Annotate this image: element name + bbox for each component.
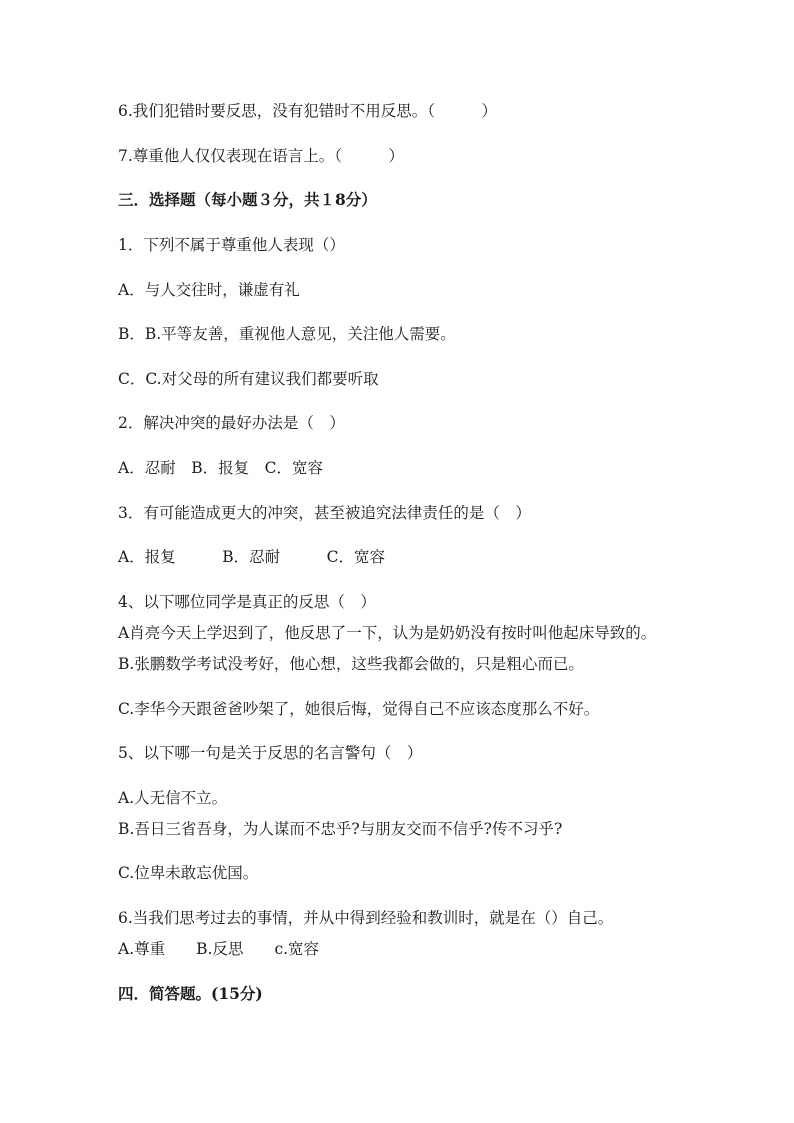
choice-question-5-stem: 5、以下哪一句是关于反思的名言警句（ ） (118, 744, 423, 762)
choice-question-6-stem: 6.当我们思考过去的事情，并从中得到经验和教训时，就是在（）自己。 (118, 909, 614, 927)
choice-question-4-option-a: A肖亮今天上学迟到了，他反思了一下，认为是奶奶没有按时叫他起床导致的。 (118, 624, 657, 642)
section-3-title: 三．选择题（每小题３分，共１8分） (118, 190, 377, 209)
choice-question-2-options: A．忍耐 B．报复 C．宽容 (118, 459, 323, 477)
choice-question-3-stem: 3．有可能造成更大的冲突，甚至被追究法律责任的是（ ） (118, 504, 531, 522)
choice-question-1-option-c: C．C.对父母的所有建议我们都要听取 (118, 370, 379, 388)
choice-question-6-options: A.尊重 B.反思 c.宽容 (118, 940, 320, 958)
choice-question-4-option-b: B.张鹏数学考试没考好，他心想，这些我都会做的，只是粗心而已。 (118, 655, 584, 673)
choice-question-2-stem: 2．解决冲突的最好办法是（ ） (118, 414, 345, 432)
choice-question-5-option-c: C.位卑未敢忘优国。 (118, 864, 259, 882)
choice-question-5-option-b: B.吾日三省吾身，为人谋而不忠乎?与朋友交而不信乎?传不习乎? (118, 820, 563, 838)
choice-question-4-stem: 4、以下哪位同学是真正的反思（ ） (118, 593, 376, 611)
section-4-title: 四．简答题。(15分) (118, 984, 263, 1003)
choice-question-1-option-a: A．与人交往时，谦虚有礼 (118, 281, 300, 299)
judgement-question-7: 7.尊重他人仅仅表现在语言上。（ ） (118, 147, 405, 165)
choice-question-1-stem: 1．下列不属于尊重他人表现（） (118, 236, 345, 254)
choice-question-3-options: A．报复 B．忍耐 C．宽容 (118, 548, 385, 566)
choice-question-4-option-c: C.李华今天跟爸爸吵架了，她很后悔，觉得自己不应该态度那么不好。 (118, 700, 600, 718)
choice-question-5-option-a: A.人无信不立。 (118, 789, 228, 807)
choice-question-1-option-b: B．B.平等友善，重视他人意见，关注他人需要。 (118, 325, 456, 343)
judgement-question-6: 6.我们犯错时要反思，没有犯错时不用反思。（ ） (118, 102, 498, 120)
